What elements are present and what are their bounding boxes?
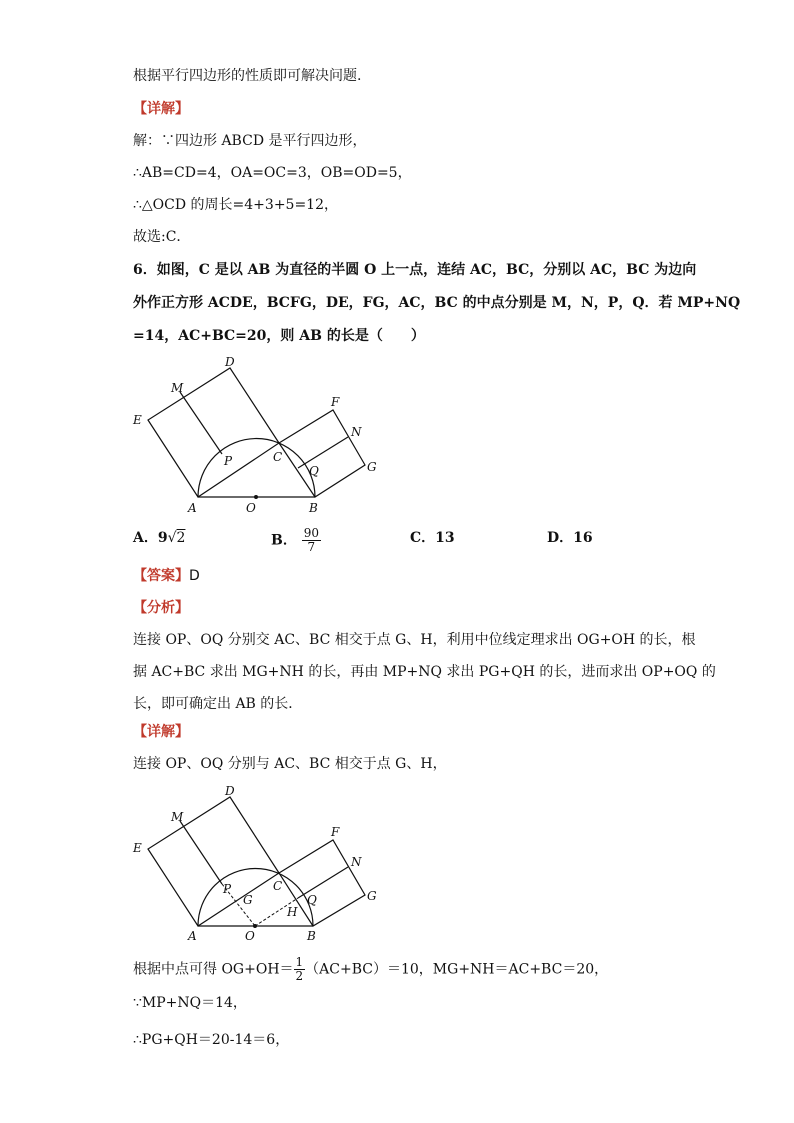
label-Q: Q [309, 464, 319, 478]
text-line: 根据平行四边形的性质即可解决问题. [133, 68, 362, 84]
label-G: G [367, 460, 377, 474]
geometry-figure-1 [125, 350, 395, 525]
label-C: C [273, 879, 283, 893]
geometry-figure-2 [125, 775, 395, 945]
section-header-detail: 【详解】 [133, 101, 189, 117]
label-D: D [225, 355, 235, 369]
label-N: N [351, 855, 362, 869]
label-Q: Q [307, 893, 317, 907]
label-P: P [223, 882, 232, 896]
text-line: 故选:C． [133, 229, 191, 245]
label-P: P [224, 454, 233, 468]
question-line: 6．如图，C 是以 AB 为直径的半圆 O 上一点，连结 AC，BC，分别以 AC，BC 为边向 [133, 262, 697, 278]
solution-line: ∴PG+QH＝20-14＝6， [133, 1032, 290, 1048]
section-header-analysis: 【分析】 [133, 600, 189, 616]
option-b[interactable]: B． $\frac{90}{7}$ [271, 526, 319, 554]
label-O: O [245, 929, 255, 943]
label-M: M [171, 810, 184, 824]
text-line: 连接 OP、OQ 分别交 AC、BC 相交于点 G、H，利用中位线定理求出 OG+OH 的长，根 [133, 632, 696, 648]
label-F: F [331, 395, 340, 409]
label-H: H [287, 905, 298, 919]
option-a[interactable]: A．9√2 [133, 530, 186, 546]
label-B: B [309, 501, 318, 515]
text-line: ∴AB=CD=4，OA=OC=3，OB=OD=5， [133, 165, 412, 181]
question-line: =14，AC+BC=20，则 AB 的长是（ ） [133, 328, 425, 344]
label-E: E [133, 841, 142, 855]
section-header-detail: 【详解】 [133, 724, 189, 740]
label-G: G [367, 889, 377, 903]
label-C: C [273, 450, 283, 464]
text-line: 据 AC+BC 求出 MG+NH 的长，再由 MP+NQ 求出 PG+QH 的长，进而求出 OP+OQ 的 [133, 664, 716, 680]
question-line: 外作正方形 ACDE，BCFG，DE，FG，AC，BC 的中点分别是 M，N，P，Q．若 MP+NQ [133, 295, 741, 311]
label-G-mid: G [243, 893, 253, 907]
label-E: E [133, 413, 142, 427]
label-A: A [188, 501, 197, 515]
label-A: A [188, 929, 197, 943]
label-M: M [171, 381, 184, 395]
answer-line: 【答案】D [133, 568, 200, 584]
option-d[interactable]: D．16 [547, 530, 593, 546]
solution-line: 根据中点可得 OG+OH＝ $\frac{1}{2}$ （AC+BC）＝10，MG+NH＝AC+BC＝20， [133, 955, 609, 983]
solution-line: ∵MP+NQ＝14， [133, 995, 247, 1011]
label-F: F [331, 825, 340, 839]
label-B: B [307, 929, 316, 943]
text-line: 长，即可确定出 AB 的长． [133, 696, 303, 712]
label-N: N [351, 425, 362, 439]
text-line: 解：∵四边形 ABCD 是平行四边形， [133, 133, 367, 149]
label-O: O [246, 501, 256, 515]
option-c[interactable]: C．13 [410, 530, 455, 546]
text-line: ∴△OCD 的周长=4+3+5=12， [133, 197, 338, 213]
text-line: 连接 OP、OQ 分别与 AC、BC 相交于点 G、H， [133, 756, 447, 772]
label-D: D [225, 784, 235, 798]
